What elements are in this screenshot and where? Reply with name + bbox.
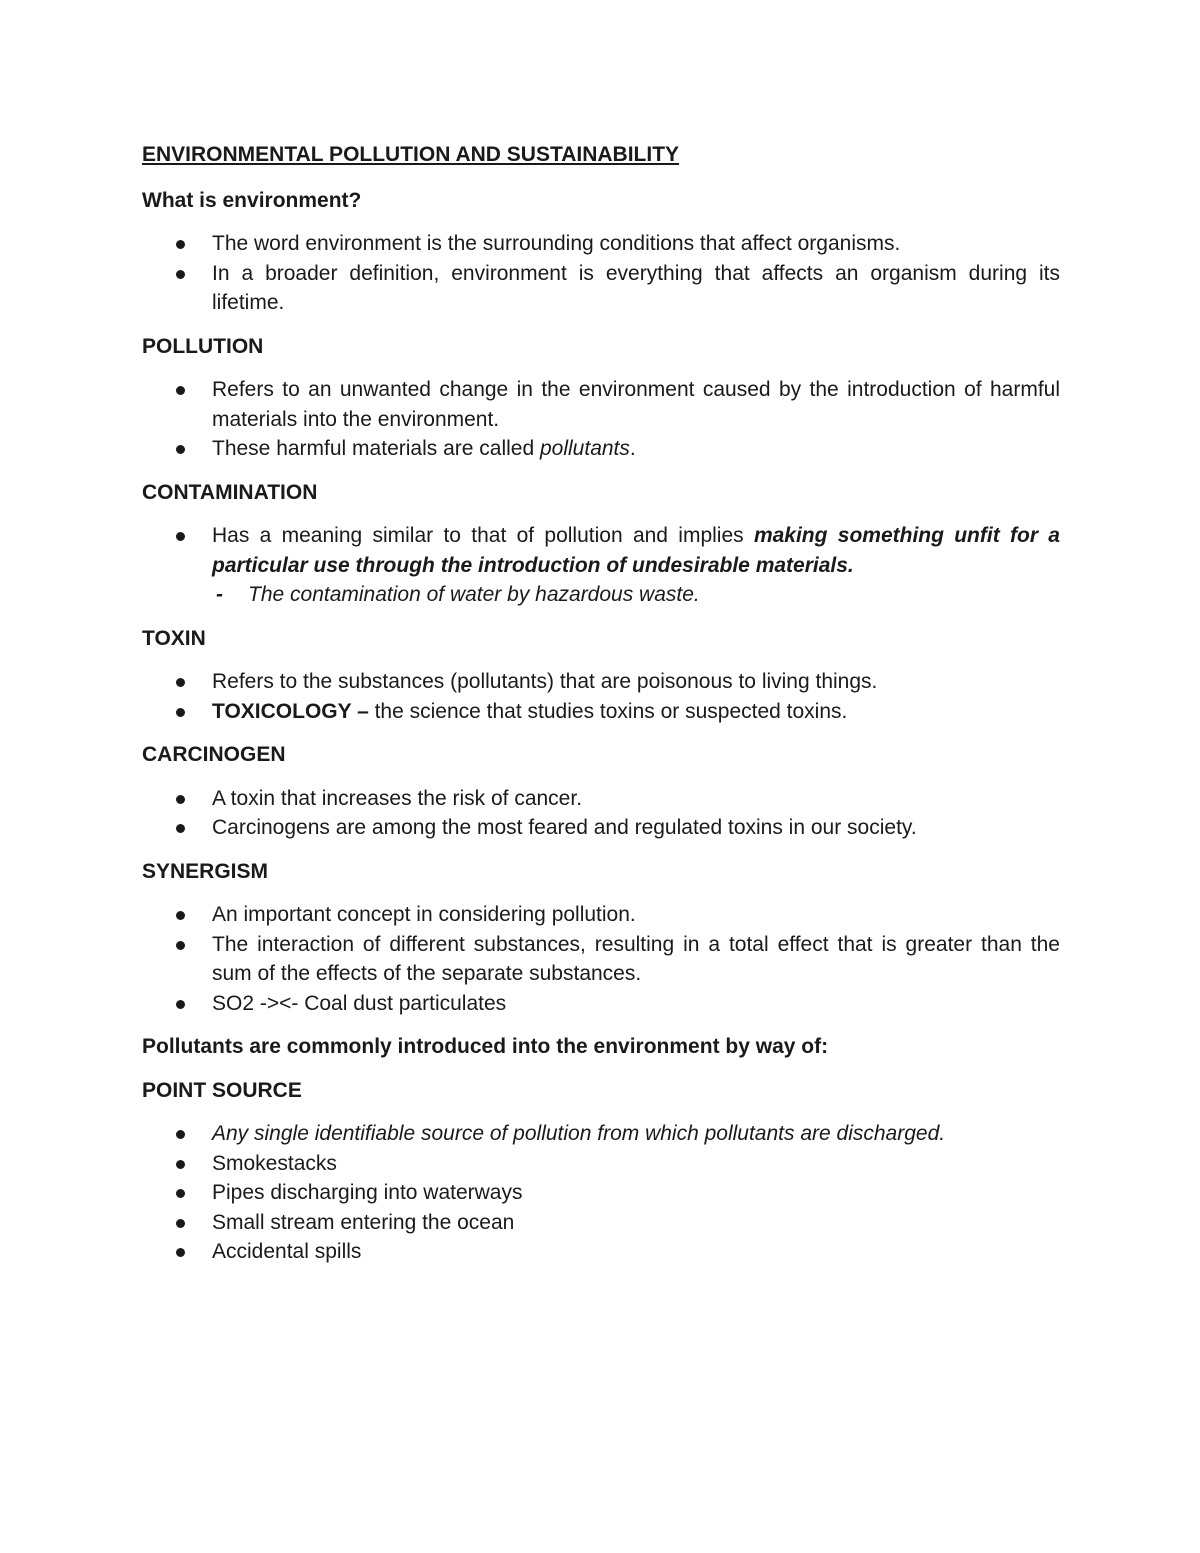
list-item: Small stream entering the ocean <box>142 1208 1060 1238</box>
list-item: Refers to the substances (pollutants) that are poisonous to living things. <box>142 667 1060 697</box>
contamination-item-prefix: Has a meaning similar to that of pollution and implies <box>212 524 754 547</box>
intro-statement: Pollutants are commonly introduced into the environment by way of: <box>142 1035 829 1058</box>
sub-list-item: - The contamination of water by hazardous waste. <box>212 580 1060 610</box>
section-heading-contamination: CONTAMINATION <box>142 480 318 504</box>
section-heading-synergism: SYNERGISM <box>142 859 269 883</box>
list-item: Refers to an unwanted change in the environment caused by the introduction of harmful materials into the environment. <box>142 375 1060 434</box>
section-heading-pollution: POLLUTION <box>142 334 264 358</box>
document-title: ENVIRONMENTAL POLLUTION AND SUSTAINABILITY <box>142 143 680 166</box>
synergism-list <box>142 900 1060 1018</box>
contamination-definition: making something unfit for a particular use through the introduction of undesirable materials. <box>212 524 1060 577</box>
list-item: Carcinogens are among the most feared and regulated toxins in our society. <box>142 813 1060 843</box>
toxicology-term: TOXICOLOGY – <box>212 699 369 723</box>
environment-list <box>142 229 1060 318</box>
carcinogen-list <box>142 784 1060 843</box>
list-item: In a broader definition, environment is everything that affects an organism during its lifetime. <box>142 259 1060 318</box>
list-item <box>142 434 1060 464</box>
contamination-sub-list <box>212 580 1060 610</box>
list-item: Pipes discharging into waterways <box>142 1178 1060 1208</box>
section-heading-carcinogen: CARCINOGEN <box>142 743 286 766</box>
list-item: Smokestacks <box>142 1149 1060 1179</box>
pollution-item-prefix: These harmful materials are called <box>212 437 540 460</box>
list-item <box>142 697 1060 727</box>
list-item: Any single identifiable source of pollution from which pollutants are discharged. <box>142 1119 1060 1149</box>
list-item: Accidental spills <box>142 1237 1060 1267</box>
document-page <box>142 140 1060 1281</box>
section-heading-point-source: POINT SOURCE <box>142 1078 302 1102</box>
list-item: The word environment is the surrounding conditions that affect organisms. <box>142 229 1060 259</box>
point-source-list <box>142 1119 1060 1267</box>
list-item: An important concept in considering pollution. <box>142 900 1060 930</box>
toxin-list <box>142 667 1060 726</box>
list-item: SO2 -><- Coal dust particulates <box>142 989 1060 1019</box>
toxicology-definition: the science that studies toxins or suspected toxins. <box>368 699 848 723</box>
pollution-item-suffix: . <box>629 437 636 460</box>
section-heading-toxin: TOXIN <box>142 626 206 650</box>
list-item <box>142 521 1060 610</box>
section-heading-environment: What is environment? <box>142 188 362 212</box>
list-item: The interaction of different substances, resulting in a total effect that is greater than the sum of the effects of the separate substances. <box>142 930 1060 989</box>
pollution-list <box>142 375 1060 464</box>
list-item: A toxin that increases the risk of cancer. <box>142 784 1060 814</box>
contamination-list <box>142 521 1060 610</box>
pollutants-term: pollutants <box>539 437 630 460</box>
